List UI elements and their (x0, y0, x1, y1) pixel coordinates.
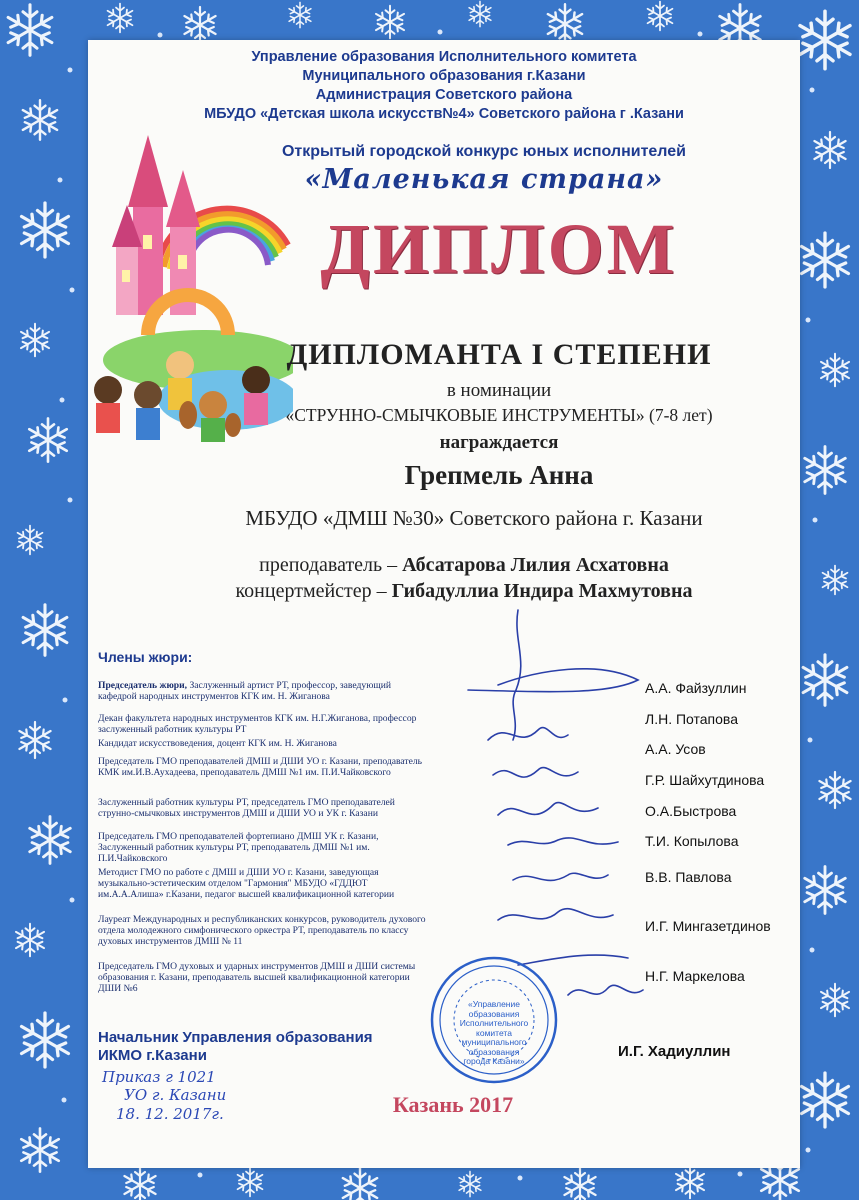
header-line: Муниципального образования г.Казани (302, 68, 586, 84)
jury-member-desc: Методист ГМО по работе с ДМШ и ДШИ УО г. Казани, заведующая музыкально-эстетическим отделом "Гармония" МБУДО «ГДДЮТ им.А.А.Алиша» г.Казани, педагог высшей квалификационной категории (98, 867, 395, 900)
jury-member-desc: Председатель ГМО духовых и ударных инструментов ДМШ и ДШИ системы образования г. Казани, преподаватель высшей квалификационной категории ДШИ №6 (98, 961, 416, 994)
jury-member-name: О.А.Быстрова (645, 803, 737, 819)
accompanist-name: Гибадуллиа Индира Махмутовна (391, 580, 693, 602)
jury-chair-label: Председатель жюри, (98, 680, 188, 691)
header-line: МБУДО «Детская школа искусств№4» Советского района г .Казани (204, 106, 684, 122)
accompanist-role: концертмейстер – (235, 580, 392, 602)
jury-member-desc: Кандидат искусствоведения, доцент КГК им. Н. Жиганова (98, 738, 337, 749)
teacher-role: преподаватель – (259, 554, 403, 576)
jury-member-desc: Лауреат Международных и республиканских конкурсов, руководитель духового отдела молодежного симфонического оркестра РТ, преподаватель по классу духовых инструментов ДМШ № 11 (98, 914, 426, 947)
jury-member-desc: Председатель жюри, Заслуженный артист РТ, профессор, заведующий кафедрой народных инструментов КГК им. Н. Жиганова (98, 680, 392, 702)
nomination-label: в номинации (446, 380, 552, 401)
jury-member-name: Л.Н. Потапова (645, 711, 738, 727)
header-line: Управление образования Исполнительного комитета (251, 49, 637, 65)
diploma-degree: ДИПЛОМАНТА I СТЕПЕНИ (286, 338, 712, 371)
jury-member-desc: Председатель ГМО преподавателей ДМШ и ДШИ УО г. Казани, преподаватель КМК им.И.В.Аухадеева, преподаватель ДМШ №1 им. П.И.Чайковского (98, 756, 423, 778)
contest-title: Открытый городской конкурс юных исполнителей (281, 143, 686, 160)
contest-name: «Маленькая страна» (304, 164, 664, 195)
jury-member-name: Г.Р. Шайхутдинова (645, 772, 765, 788)
jury-member-desc: Заслуженный работник культуры РТ, председатель ГМО преподавателей струнно-смычковых инструментов ДМШ и ДШИ УО и УК г. Казани (98, 797, 395, 819)
head-title: Начальник Управления образования ИКМО г.Казани (98, 1029, 373, 1064)
teacher-line (128, 554, 800, 577)
handwritten-note: Приказ г 1021 (102, 1068, 216, 1086)
nomination: «СТРУННО-СМЫЧКОВЫЕ ИНСТРУМЕНТЫ» (7-8 лет) (285, 405, 713, 425)
jury-member-name: В.В. Павлова (645, 869, 732, 885)
jury-member-desc: Декан факультета народных инструментов КГК им. Н.Г.Жиганова, профессор заслуженный работник культуры РТ (98, 713, 417, 735)
diploma-title: ДИПЛОМ (320, 209, 678, 289)
jury-member-name: А.А. Усов (645, 741, 706, 757)
jury-title: Члены жюри: (98, 649, 193, 665)
stamp-text: «Управление образования Исполнительного комитета муниципального образования города Казани» (459, 999, 529, 1066)
handwritten-note: 18. 12. 2017г. (116, 1105, 224, 1123)
jury-member-desc: Председатель ГМО преподавателей фортепиано ДМШ УК г. Казани, Заслуженный работник культуры РТ, преподаватель ДМШ №1 им. П.И.Чайковского (98, 831, 379, 864)
winner-name: Грепмель Анна (404, 460, 594, 490)
jury-member-name: А.А. Файзуллин (645, 680, 747, 696)
awarded-text: награждается (439, 432, 559, 453)
diploma-sheet (88, 40, 800, 1168)
school-name: МБУДО «ДМШ №30» Советского района г. Казани (245, 506, 703, 530)
head-name: И.Г. Хадиуллин (618, 1043, 731, 1060)
handwritten-note: УО г. Казани (124, 1086, 227, 1104)
header-line: Администрация Советского района (315, 87, 573, 103)
city-year: Казань 2017 (392, 1092, 514, 1117)
jury-member-name: Т.И. Копылова (645, 833, 739, 849)
jury-member-name: Н.Г. Маркелова (645, 968, 745, 984)
teacher-name: Абсатарова Лилия Асхатовна (402, 554, 669, 576)
jury-member-name: И.Г. Мингазетдинов (645, 918, 771, 934)
